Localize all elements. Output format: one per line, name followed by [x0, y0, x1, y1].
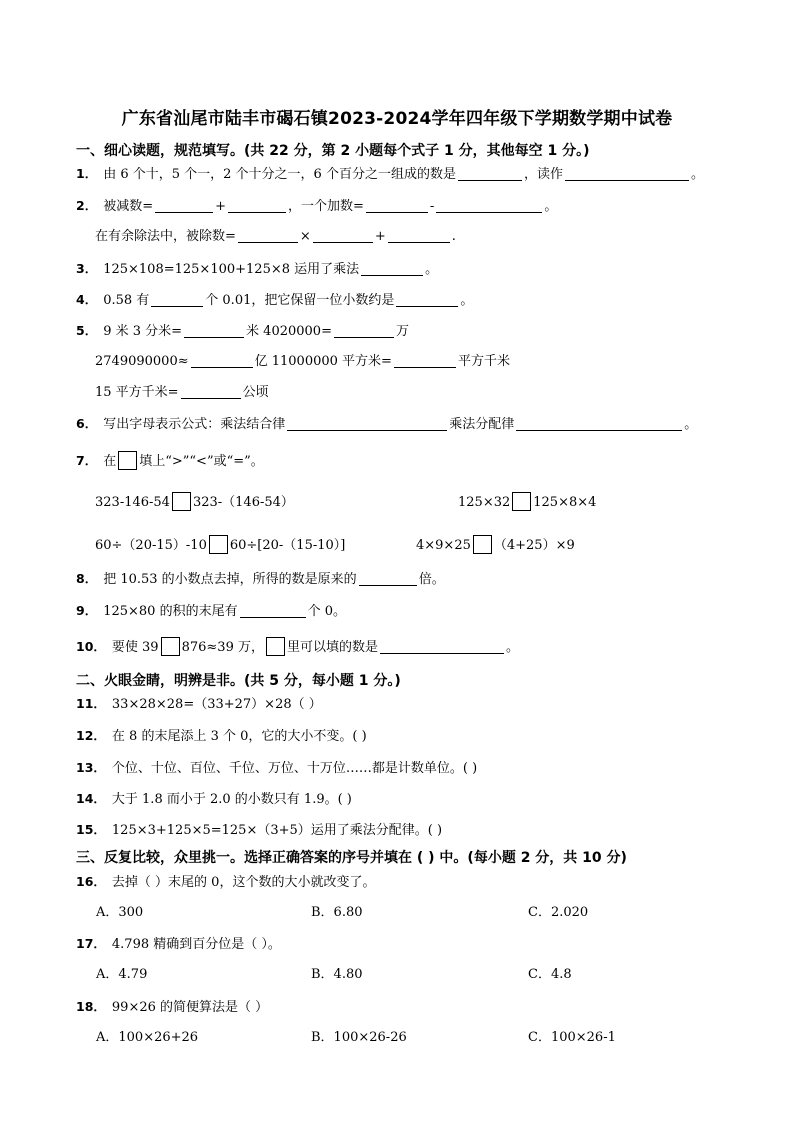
- question-1: 1． 由 6 个十，5 个一，2 个十分之一，6 个百分之一组成的数是 ，读作 。: [76, 166, 704, 182]
- question-number: 1．: [76, 166, 98, 181]
- answer-blank[interactable]: [151, 292, 203, 307]
- answer-blank[interactable]: [380, 639, 504, 654]
- question-10: 10． 要使 39 876≈39 万， 里可以填的数是 。: [76, 639, 520, 655]
- option-a[interactable]: A．300: [96, 905, 144, 920]
- answer-box[interactable]: [512, 492, 531, 511]
- answer-blank[interactable]: [458, 166, 522, 181]
- page-title: 广东省汕尾市陆丰市碣石镇2023-2024学年四年级下学期数学期中试卷: [121, 109, 673, 129]
- answer-blank[interactable]: [334, 323, 394, 338]
- answer-box[interactable]: [161, 637, 180, 656]
- answer-blank[interactable]: [436, 198, 542, 213]
- section-3-heading: 三、反复比较，众里挑一。选择正确答案的序号并填在 ( ) 中。(每小题 2 分，共 10 分): [76, 850, 627, 866]
- question-16: 16． 去掉（ ）末尾的 0，这个数的大小就改变了。: [76, 874, 376, 890]
- question-2: 2． 被减数= + ，一个加数= - 。: [76, 198, 558, 214]
- question-4: 4． 0.58 有 个 0.01，把它保留一位小数约是 。: [76, 292, 474, 308]
- answer-blank[interactable]: [361, 261, 423, 276]
- answer-box[interactable]: [473, 535, 492, 554]
- question-3: 3． 125×108=125×100+125×8 运用了乘法 。: [76, 261, 439, 277]
- question-5: 5． 9 米 3 分米= 米 4020000= 万: [76, 323, 409, 339]
- question-12: 12． 在 8 的末尾添上 3 个 0，它的大小不变。( ): [76, 728, 367, 744]
- answer-box[interactable]: [209, 535, 228, 554]
- question-15: 15． 125×3+125×5=125×（3+5）运用了乘法分配律。( ): [76, 822, 443, 838]
- answer-box[interactable]: [118, 451, 137, 470]
- answer-blank[interactable]: [181, 384, 241, 399]
- section-1-heading: 一、细心读题，规范填写。(共 22 分，第 2 小题每个式子 1 分，其他每空 1 分。): [76, 143, 590, 159]
- answer-blank[interactable]: [565, 166, 689, 181]
- answer-box[interactable]: [172, 492, 191, 511]
- option-b[interactable]: B．6.80: [311, 905, 363, 920]
- question-2-part-b: 在有余除法中，被除数= × + .: [95, 229, 456, 244]
- question-5-part-b: 2749090000≈ 亿 11000000 平方米= 平方千米: [95, 354, 510, 369]
- answer-blank[interactable]: [238, 228, 298, 243]
- question-8: 8． 把 10.53 的小数点去掉，所得的数是原来的 倍。: [76, 571, 445, 587]
- answer-blank[interactable]: [287, 416, 447, 431]
- option-b[interactable]: B．100×26-26: [311, 1030, 407, 1045]
- option-c[interactable]: C．100×26-1: [528, 1030, 616, 1045]
- question-13: 13． 个位、十位、百位、千位、万位、十万位……都是计数单位。( ): [76, 760, 478, 776]
- question-7-item-4: 4×9×25 （4+25）×9: [416, 535, 575, 556]
- option-a[interactable]: A．100×26+26: [96, 1030, 199, 1045]
- question-6: 6． 写出字母表示公式：乘法结合律 乘法分配律 。: [76, 416, 698, 432]
- option-b[interactable]: B．4.80: [311, 967, 363, 982]
- answer-blank[interactable]: [388, 228, 450, 243]
- question-17: 17． 4.798 精确到百分位是（ ）。: [76, 936, 281, 952]
- question-7-item-2: 125×32 125×8×4: [458, 492, 596, 513]
- question-9: 9． 125×80 的积的末尾有 个 0。: [76, 603, 346, 619]
- answer-blank[interactable]: [396, 292, 458, 307]
- answer-blank[interactable]: [313, 228, 373, 243]
- answer-blank[interactable]: [394, 353, 456, 368]
- answer-blank[interactable]: [366, 198, 428, 213]
- question-11: 11． 33×28×28=（33+27）×28（ ）: [76, 696, 322, 712]
- answer-box[interactable]: [266, 637, 285, 656]
- question-7-item-3: 60÷（20-15）-10 60÷[20-（15-10）]: [95, 535, 345, 556]
- question-5-part-c: 15 平方千米= 公顷: [95, 385, 269, 400]
- option-a[interactable]: A．4.79: [96, 967, 148, 982]
- answer-blank[interactable]: [359, 571, 417, 586]
- question-14: 14． 大于 1.8 而小于 2.0 的小数只有 1.9。( ): [76, 791, 352, 807]
- answer-blank[interactable]: [516, 416, 682, 431]
- answer-blank[interactable]: [155, 198, 213, 213]
- question-7-item-1: 323-146-54 323-（146-54）: [95, 492, 294, 513]
- option-c[interactable]: C．4.8: [528, 967, 572, 982]
- answer-blank[interactable]: [191, 353, 253, 368]
- question-7: 7． 在 填上“>”“<”或“=”。: [76, 453, 264, 469]
- option-c[interactable]: C．2.020: [528, 905, 589, 920]
- section-2-heading: 二、火眼金睛，明辨是非。(共 5 分，每小题 1 分。): [76, 673, 401, 689]
- answer-blank[interactable]: [228, 198, 286, 213]
- question-18: 18． 99×26 的简便算法是（ ）: [76, 999, 269, 1015]
- answer-blank[interactable]: [240, 603, 306, 618]
- answer-blank[interactable]: [184, 323, 244, 338]
